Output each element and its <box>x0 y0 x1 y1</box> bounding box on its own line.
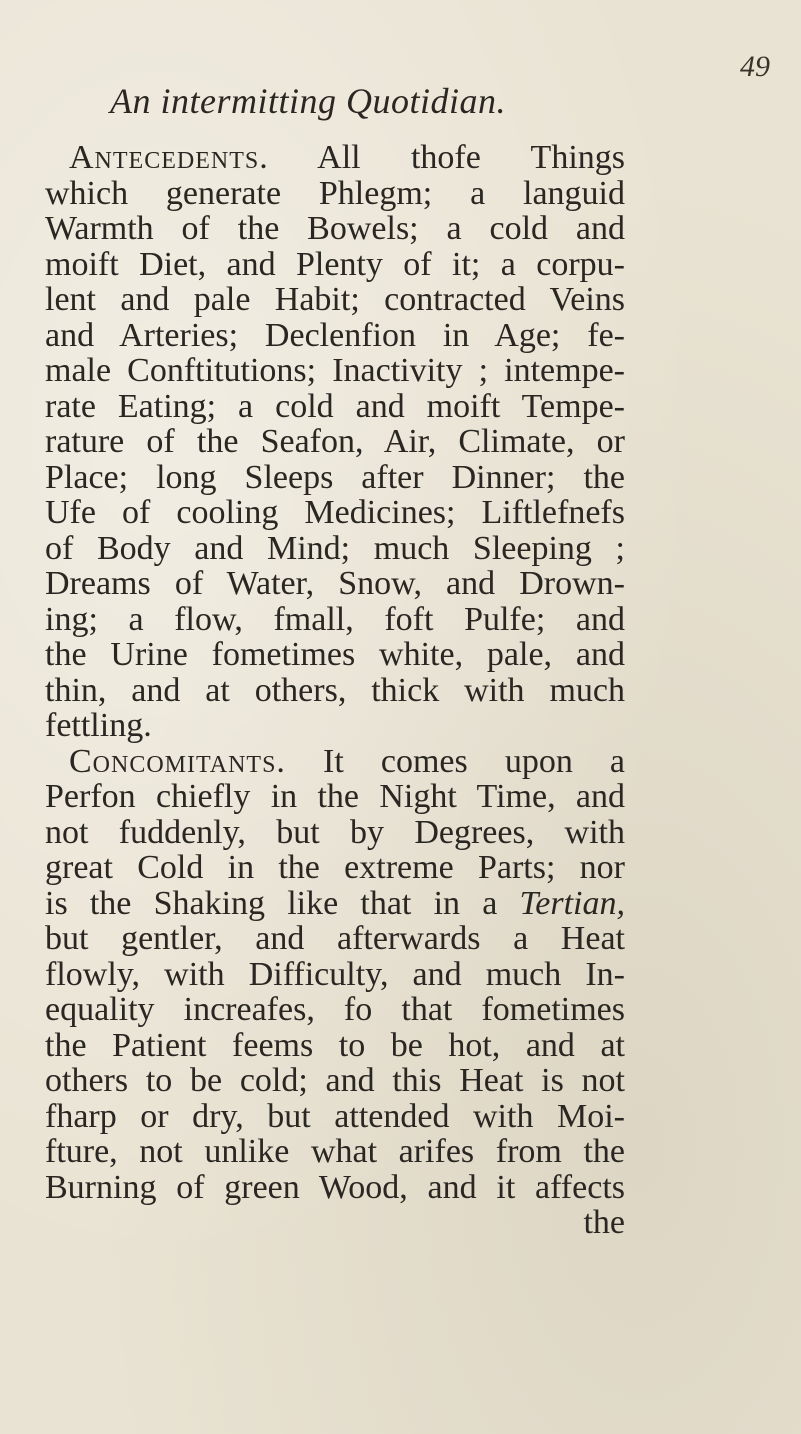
text-run: the Urine fometimes white, pale, and <box>45 637 625 673</box>
section-heading: Antecedents. <box>69 140 269 176</box>
text-run: and Arteries; Declenfion in Age; fe- <box>45 317 625 353</box>
text-line <box>45 1028 625 1064</box>
text-line <box>45 1099 625 1135</box>
section-heading: Concomitants. <box>69 743 286 779</box>
text-line <box>45 176 625 212</box>
text-line <box>45 566 625 602</box>
body-text <box>45 140 625 1241</box>
text-run: is the Shaking like that in a <box>45 885 520 921</box>
text-line <box>45 850 625 886</box>
text-line <box>45 1063 625 1099</box>
text-line <box>45 247 625 283</box>
text-line <box>45 637 625 673</box>
text-line <box>45 779 625 815</box>
text-run: fharp or dry, but attended with Moi- <box>45 1098 625 1134</box>
text-line <box>45 424 625 460</box>
text-line <box>45 921 625 957</box>
text-line <box>45 495 625 531</box>
text-line <box>45 673 625 709</box>
text-run: Place; long Sleeps after Dinner; the <box>45 459 625 495</box>
text-line <box>45 957 625 993</box>
text-run: rature of the Seafon, Air, Climate, or <box>45 424 625 460</box>
text-line <box>45 602 625 638</box>
text-line <box>45 531 625 567</box>
text-line <box>45 140 625 176</box>
text-run: Ufe of cooling Medicines; Liftlefnefs <box>45 495 625 531</box>
text-run: All thofe Things <box>268 140 625 176</box>
text-line <box>45 1134 625 1170</box>
catchword: the <box>583 1205 625 1241</box>
text-run: It comes upon a <box>285 743 625 779</box>
text-run: the Patient feems to be hot, and at <box>45 1027 625 1063</box>
text-run: male Conftitutions; Inactivity ; intempe- <box>45 353 625 389</box>
text-run: flowly, with Difficulty, and much In- <box>45 956 625 992</box>
text-line <box>45 282 625 318</box>
text-run: fettling. <box>45 708 152 744</box>
text-run: great Cold in the extreme Parts; nor <box>45 850 625 886</box>
text-run: Dreams of Water, Snow, and Drown- <box>45 566 625 602</box>
text-line <box>45 886 625 922</box>
text-run: of Body and Mind; much Sleeping ; <box>45 530 625 566</box>
text-run: not fuddenly, but by Degrees, with <box>45 814 625 850</box>
text-line <box>45 708 625 744</box>
text-run: which generate Phlegm; a languid <box>45 175 625 211</box>
text-line <box>45 389 625 425</box>
text-run: but gentler, and afterwards a Heat <box>45 921 625 957</box>
text-line <box>45 992 625 1028</box>
text-line <box>45 318 625 354</box>
text-line <box>45 211 625 247</box>
text-run: thin, and at others, thick with much <box>45 672 625 708</box>
text-run: fture, not unlike what arifes from the <box>45 1134 625 1170</box>
text-line <box>45 1170 625 1206</box>
text-run: Warmth of the Bowels; a cold and <box>45 211 625 247</box>
text-run: equality increafes, fo that fometimes <box>45 992 625 1028</box>
text-run: ing; a flow, fmall, foft Pulfe; and <box>45 601 625 637</box>
text-run: Tertian, <box>519 885 625 921</box>
text-line <box>45 460 625 496</box>
text-run: Burning of green Wood, and it affects <box>45 1169 625 1205</box>
text-run: others to be cold; and this Heat is not <box>45 1063 625 1099</box>
page-number: 49 <box>740 50 770 83</box>
text-line <box>45 353 625 389</box>
text-run: rate Eating; a cold and moift Tempe- <box>45 388 625 424</box>
text-run: Perfon chiefly in the Night Time, and <box>45 779 625 815</box>
text-run: moift Diet, and Plenty of it; a corpu- <box>45 246 625 282</box>
running-head: An intermitting Quotidian. <box>110 81 506 121</box>
text-line <box>45 815 625 851</box>
text-line <box>45 744 625 780</box>
text-run: lent and pale Habit; contracted Veins <box>45 282 625 318</box>
